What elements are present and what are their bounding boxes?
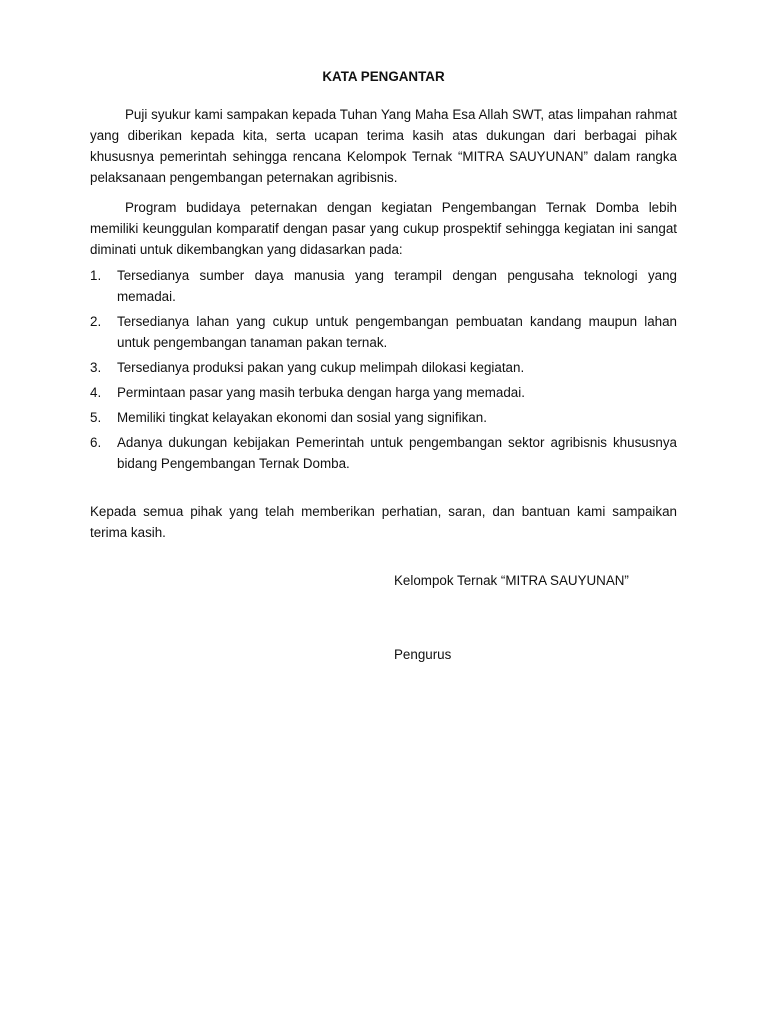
list-item-text: Adanya dukungan kebijakan Pemerintah untuk pengembangan sektor agribisnis khususnya bidang Pengembangan Ternak Domba. [117,435,677,471]
list-item [90,432,677,474]
list-item-text: Tersedianya produksi pakan yang cukup melimpah dilokasi kegiatan. [117,360,525,375]
list-item-number: 2. [90,314,102,329]
list-item [90,407,677,428]
list-item-number: 6. [90,435,102,450]
list-item-text: Tersedianya sumber daya manusia yang terampil dengan pengusaha teknologi yang memadai. [117,268,677,304]
intro-paragraph: Puji syukur kami sampakan kepada Tuhan Yang Maha Esa Allah SWT, atas limpahan rahmat yang diberikan kepada kita, serta ucapan terima kasih atas dukungan dari berbagai pihak khususnya pemerintah sehingga rencana Kelompok Ternak “MITRA SAUYUNAN” dalam rangka pelaksanaan pengembangan peternakan agribisnis. [90,107,677,185]
list-item [90,265,677,307]
closing-paragraph: Kepada semua pihak yang telah memberikan perhatian, saran, dan bantuan kami sampaikan terima kasih. [90,504,677,540]
list-item-number: 5. [90,410,102,425]
list-item [90,311,677,353]
program-paragraph: Program budidaya peternakan dengan kegiatan Pengembangan Ternak Domba lebih memiliki keunggulan komparatif dengan pasar yang cukup prospektif sehingga kegiatan ini sangat diminati untuk dikembangkan yang didasarkan pada: [90,200,677,257]
list-item-number: 3. [90,360,102,375]
list-item-number: 1. [90,268,102,283]
list-item-text: Tersedianya lahan yang cukup untuk pengembangan pembuatan kandang maupun lahan untuk pengembangan tanaman pakan ternak. [117,314,677,350]
list-item-number: 4. [90,385,102,400]
document-title: KATA PENGANTAR [322,69,445,84]
list-item-text: Permintaan pasar yang masih terbuka dengan harga yang memadai. [117,385,525,400]
list-item [90,382,677,403]
document-body [90,66,677,543]
reasons-list [90,265,677,474]
signature-organization: Kelompok Ternak “MITRA SAUYUNAN” [394,573,629,588]
signature-role: Pengurus [394,647,452,662]
list-item-text: Memiliki tingkat kelayakan ekonomi dan sosial yang signifikan. [117,410,487,425]
list-item [90,357,677,378]
